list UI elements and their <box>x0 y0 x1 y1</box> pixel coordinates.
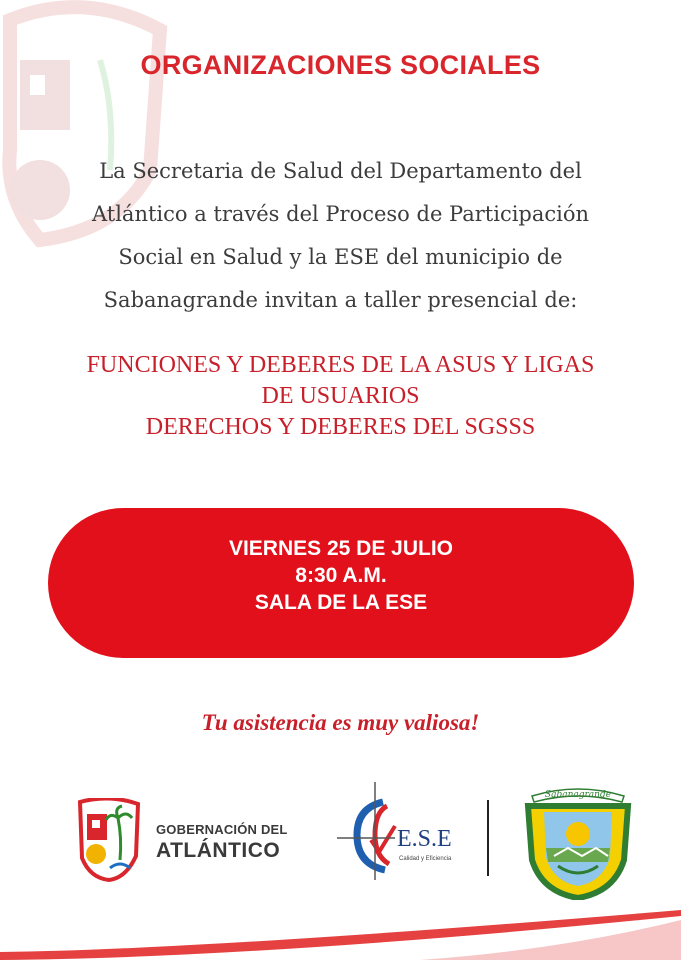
sabanagrande-banner: Sabanagrande <box>544 790 612 800</box>
workshop-topics <box>10 350 671 443</box>
gobernacion-line2: ATLÁNTICO <box>156 839 281 862</box>
ese-name: E.S.E <box>397 826 452 852</box>
workshop-line: FUNCIONES Y DEBERES DE LA ASUS Y LIGAS <box>86 352 595 378</box>
ese-tagline: Calidad y Eficiencia <box>399 856 452 862</box>
page-title: ORGANIZACIONES SOCIALES <box>140 50 541 80</box>
invitation-line: Social en Salud y la ESE del municipio de <box>118 245 563 269</box>
closing-message: Tu asistencia es muy valiosa! <box>201 710 480 735</box>
decorative-swoosh <box>0 880 681 960</box>
logo-divider <box>487 800 489 876</box>
event-details-banner <box>48 508 634 658</box>
event-time: 8:30 A.M. <box>295 564 387 587</box>
ese-logo <box>335 780 465 890</box>
invitation-line: Atlántico a través del Proceso de Participación <box>91 202 590 226</box>
gobernacion-line1: GOBERNACIÓN DEL <box>156 822 288 837</box>
invitation-line: La Secretaria de Salud del Departamento del <box>99 159 582 183</box>
event-place: SALA DE LA ESE <box>254 591 428 614</box>
workshop-line: DERECHOS Y DEBERES DEL SGSSS <box>145 414 536 440</box>
workshop-line: DE USUARIOS <box>261 383 420 409</box>
invitation-line: Sabanagrande invitan a taller presencial de: <box>103 288 578 312</box>
gobernacion-shield-logo <box>78 798 140 882</box>
gobernacion-wordmark <box>156 822 288 863</box>
invitation-text <box>20 150 661 322</box>
event-date: VIERNES 25 DE JULIO <box>228 537 454 560</box>
